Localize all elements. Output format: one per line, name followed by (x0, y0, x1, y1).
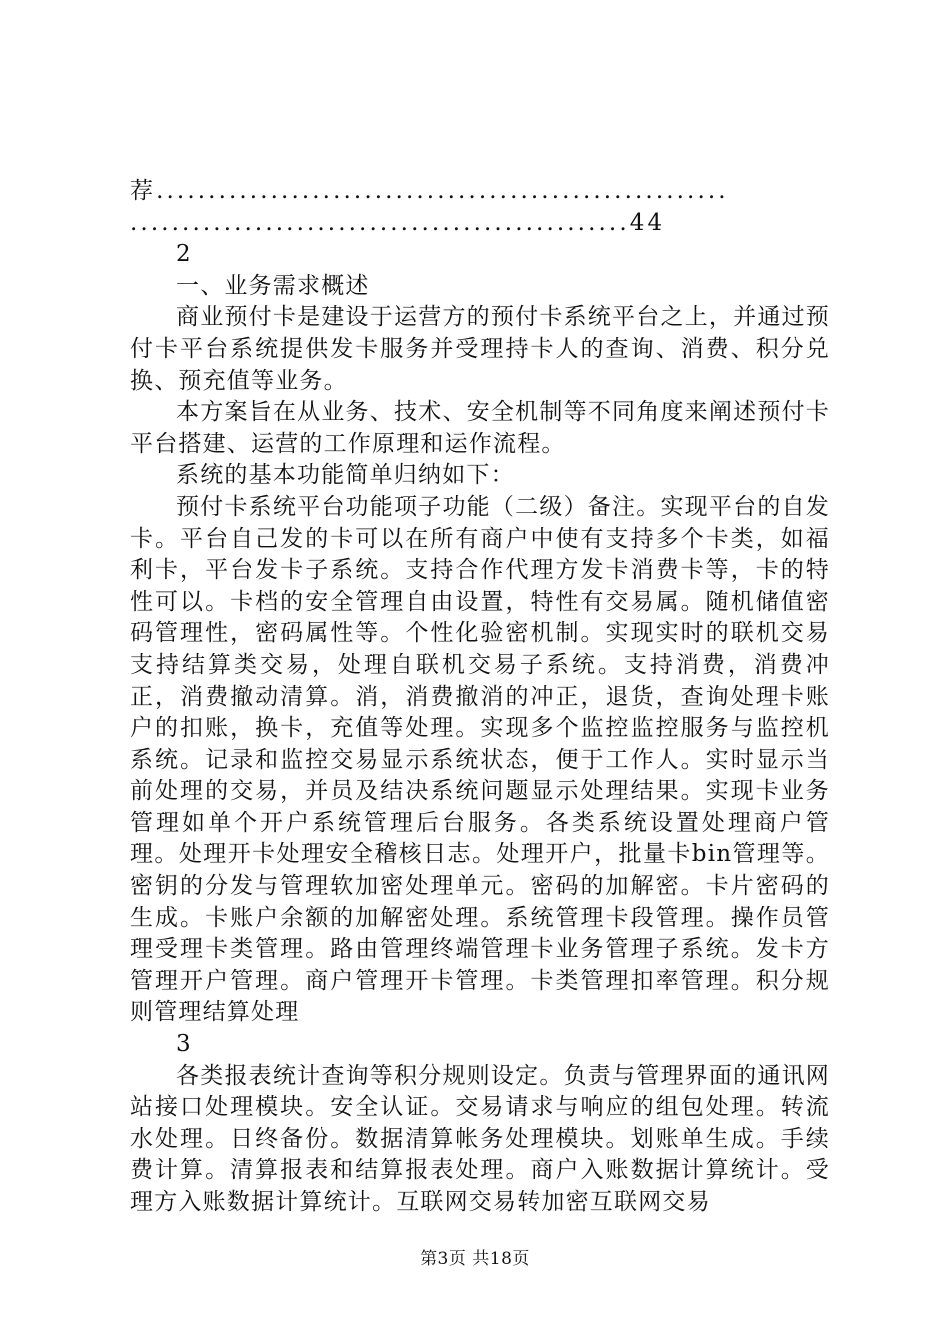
toc-line-1: 荐....................................................... (130, 178, 729, 204)
page-footer: 第3页 共18页 (420, 1249, 530, 1269)
paragraph-2: 本方案旨在从业务、技术、安全机制等不同角度来阐述预付卡平台搭建、运营的工作原理和运作流程。 (130, 399, 830, 457)
paragraph-4: 预付卡系统平台功能项子功能（二级）备注。实现平台的自发卡。平台自己发的卡可以在所有商户中使有支持多个卡类，如福利卡，平台发卡子系统。支持合作代理方发卡消费卡等，卡的特性可以。卡档的安全管理自由设置，特性有交易属。随机储值密码管理性，密码属性等。个性化验密机制。实现实时的联机交易支持结算类交易，处理自联机交易子系统。支持消费，消费冲正，消费撤动清算。消，消费撤消的冲正，退货，查询处理卡账户的扣账，换卡，充值等处理。实现多个监控监控服务与监控机系统。记录和监控交易显示系统状态，便于工作人。实时显示当前处理的交易，并员及结决系统问题显示处理结果。实现卡业务管理如单个开户系统管理后台服务。各类系统设置处理商户管理。处理开卡处理安全稽核日志。处理开户，批量卡bin管理等。密钥的分发与管理软加密处理单元。密码的加解密。卡片密码的生成。卡账户余额的加解密处理。系统管理卡段管理。操作员管理受理卡类管理。路由管理终端管理卡业务管理子系统。发卡方管理开户管理。商户管理开卡管理。卡类管理扣率管理。积分规则管理结算处理 (130, 493, 830, 1026)
paragraph-5: 各类报表统计查询等积分规则设定。负责与管理界面的通讯网站接口处理模块。安全认证。交易请求与响应的组包处理。转流水处理。日终备份。数据清算帐务处理模块。划账单生成。手续费计算。清算报表和结算报表处理。商户入账数据计算统计。受理方入账数据计算统计。互联网交易转加密互联网交易 (130, 1062, 830, 1215)
paragraph-1: 商业预付卡是建设于运营方的预付卡系统平台之上，并通过预付卡平台系统提供发卡服务并受理持卡人的查询、消费、积分兑换、预充值等业务。 (130, 304, 830, 394)
page-marker-2: 2 (176, 241, 192, 268)
document-body (130, 176, 830, 1219)
toc-line-2: ................................................44 (130, 209, 666, 236)
paragraph-3: 系统的基本功能简单归纳如下： (176, 462, 515, 489)
section-heading: 一、业务需求概述 (176, 272, 370, 299)
page-marker-3: 3 (176, 1031, 192, 1058)
